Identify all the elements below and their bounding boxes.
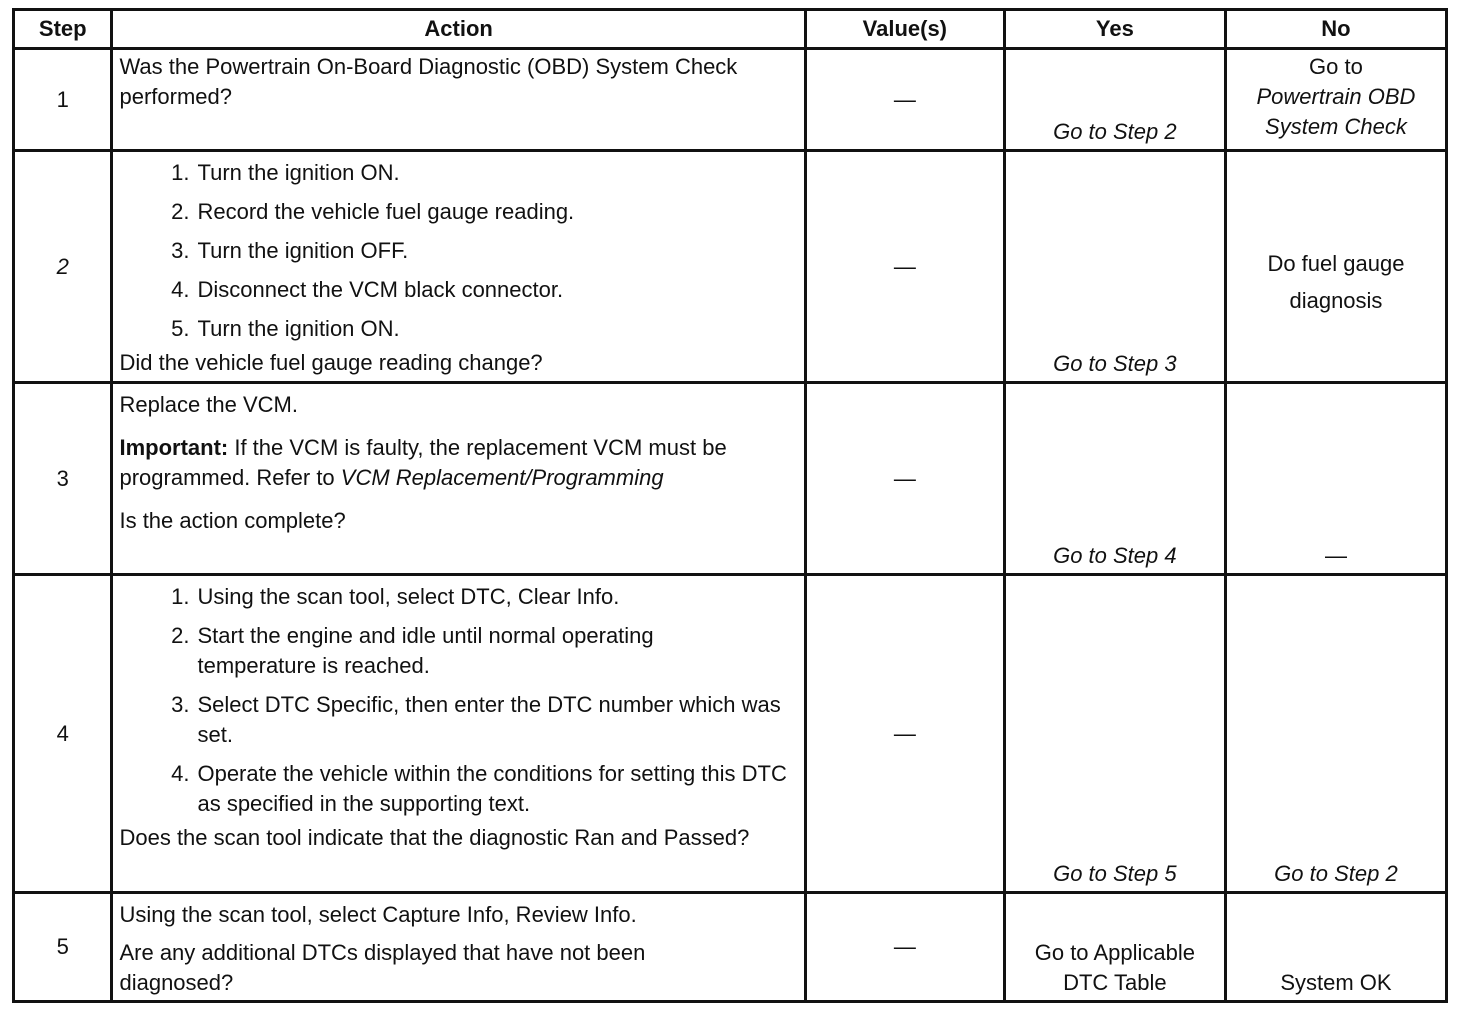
no-text: Do fuel gauge diagnosis [1267,250,1405,313]
action-text: Was the Powertrain On-Board Diagnostic (OBD) System Check performed? [119,54,738,109]
step-number: 3 [14,383,112,575]
header-row [14,10,1447,49]
action-cell [112,893,805,1002]
action-question: Are any additional DTCs displayed that have not been diagnosed? [119,940,646,995]
value-cell: — [805,49,1004,151]
list-item: 1. Using the scan tool, select DTC, Clear Info. [171,584,620,609]
action-cell [112,383,805,575]
header-values: Value(s) [805,10,1004,49]
important-text: If the VCM is faulty, the replacement VCM must be programmed. Refer to [119,435,727,490]
step-number: 4 [14,575,112,893]
list-item: 4. Operate the vehicle within the conditions for setting this DTC as specified in the supporting text. [171,761,787,816]
list-item: 1. Turn the ignition ON. [171,160,400,185]
important-ref-link[interactable]: VCM Replacement/Programming [340,465,664,490]
action-question: Does the scan tool indicate that the diagnostic Ran and Passed? [119,825,750,850]
yes-cell [1004,383,1225,575]
yes-link[interactable]: Go to Step 2 [1053,119,1177,144]
action-cell [112,49,805,151]
step-number: 2 [14,151,112,383]
important-label: Important: [119,435,229,460]
step-number: 1 [14,49,112,151]
yes-cell [1004,151,1225,383]
no-cell: System OK [1225,893,1446,1002]
yes-link[interactable]: Go to Step 4 [1053,543,1177,568]
table-row [14,151,1447,383]
no-cell [1225,575,1446,893]
list-item: 4. Disconnect the VCM black connector. [171,277,564,302]
list-item: 3. Select DTC Specific, then enter the DTC number which was set. [171,692,781,747]
action-cell [112,575,805,893]
action-text: Using the scan tool, select Capture Info, Review Info. [119,902,637,927]
yes-cell [1004,575,1225,893]
step-number: 5 [14,893,112,1002]
no-link[interactable]: Powertrain OBD System Check [1256,84,1416,139]
no-cell [1225,49,1446,151]
action-question: Is the action complete? [119,508,346,533]
yes-cell [1004,893,1225,1002]
action-steps [119,582,797,819]
value-cell: — [805,575,1004,893]
no-cell [1225,151,1446,383]
action-question: Did the vehicle fuel gauge reading change? [119,350,543,375]
no-link[interactable]: Go to Step 2 [1274,861,1398,886]
action-text: Replace the VCM. [119,392,298,417]
value-cell: — [805,383,1004,575]
diagnostic-table [12,8,1448,1003]
table-row [14,575,1447,893]
yes-link[interactable]: Go to Step 3 [1053,351,1177,376]
important-note [119,433,759,493]
list-item: 5. Turn the ignition ON. [171,316,400,341]
header-no: No [1225,10,1446,49]
no-cell: — [1225,383,1446,575]
table-row [14,49,1447,151]
yes-link[interactable]: Go to Applicable DTC Table [1034,940,1195,995]
header-action: Action [112,10,805,49]
header-yes: Yes [1004,10,1225,49]
action-steps [119,158,797,344]
header-step: Step [14,10,112,49]
yes-cell [1004,49,1225,151]
action-cell [112,151,805,383]
value-cell: — [805,151,1004,383]
table-row [14,893,1447,1002]
table-row [14,383,1447,575]
no-text: Go to [1309,54,1363,79]
list-item: 3. Turn the ignition OFF. [171,238,409,263]
yes-link[interactable]: Go to Step 5 [1053,861,1177,886]
list-item: 2. Record the vehicle fuel gauge reading. [171,199,575,224]
list-item: 2. Start the engine and idle until normal operating temperature is reached. [171,623,654,678]
value-cell: — [805,893,1004,1002]
